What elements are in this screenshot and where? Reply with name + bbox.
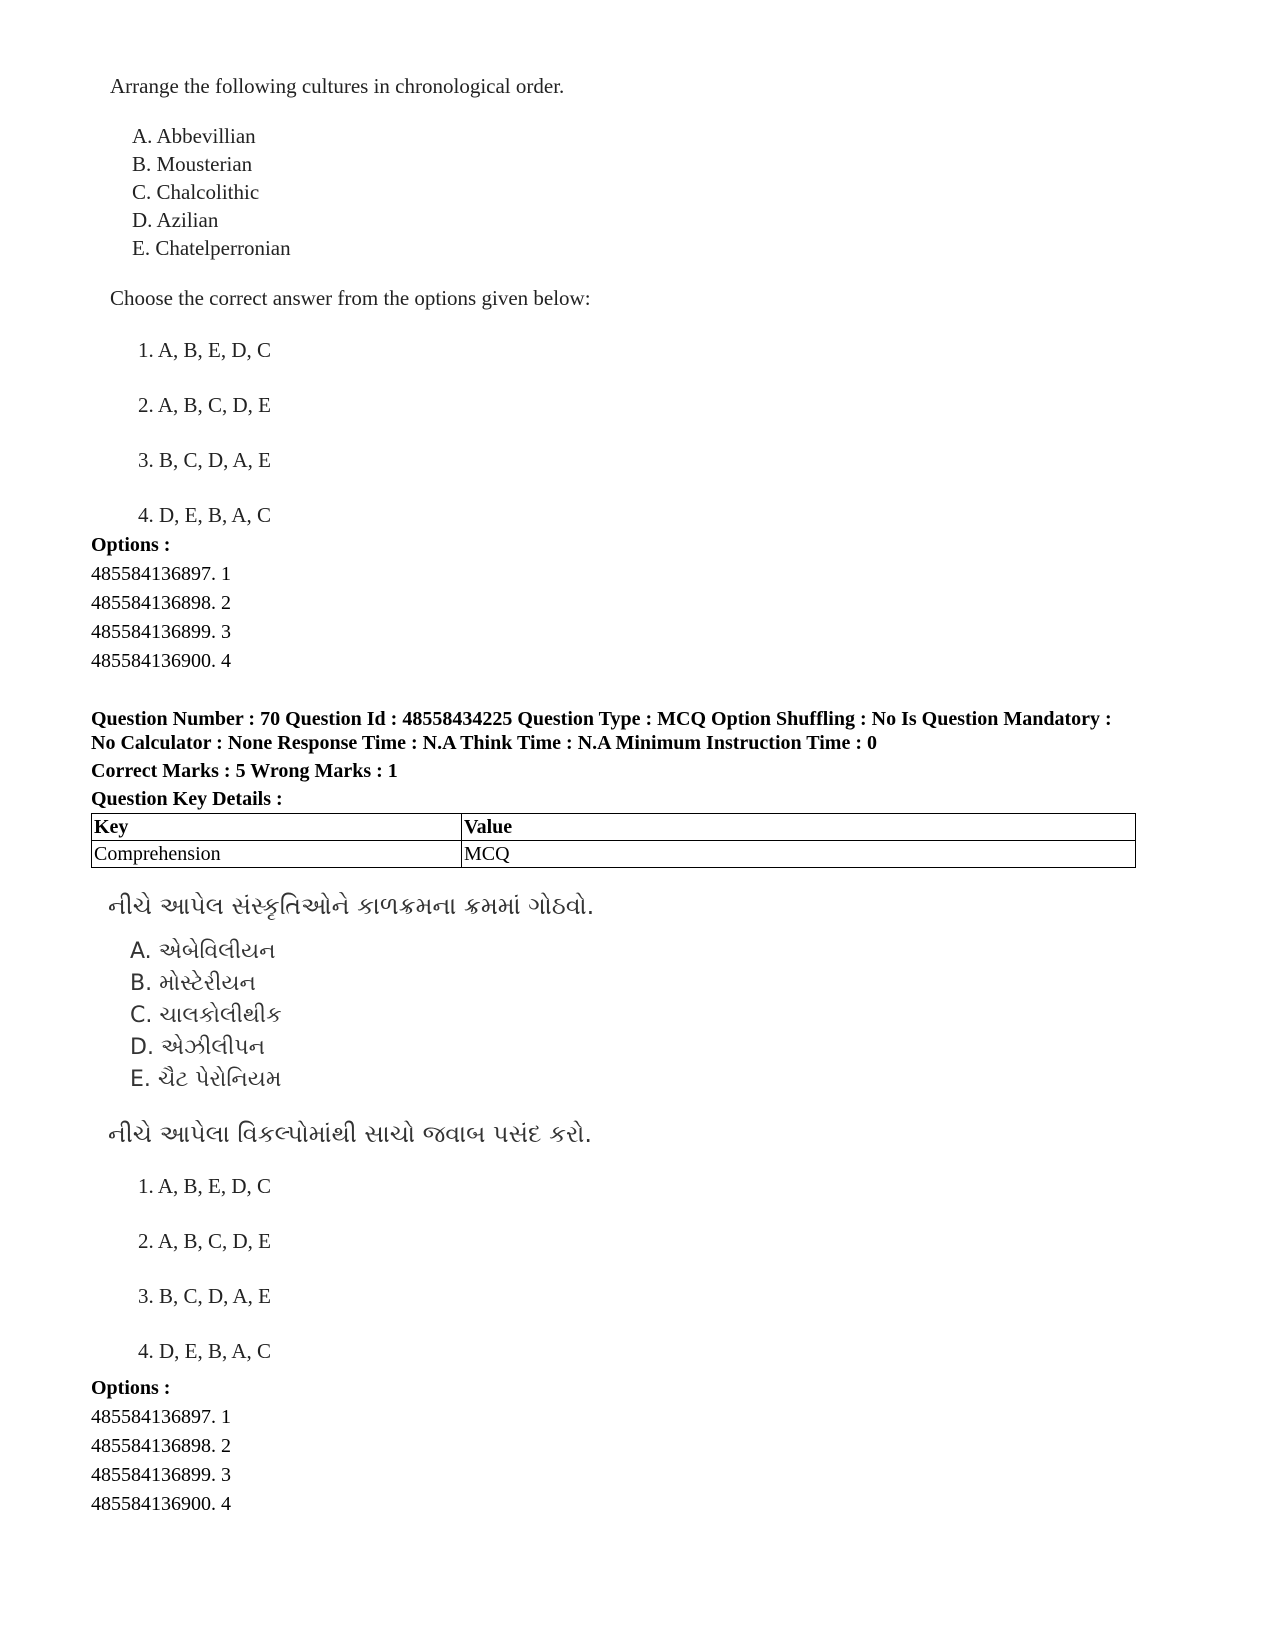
question-metadata bbox=[91, 707, 1191, 811]
answer-choice: 4. D, E, B, A, C bbox=[138, 503, 272, 527]
table-header-row bbox=[92, 814, 1136, 841]
options-label: Options : bbox=[91, 534, 171, 556]
answer-choices bbox=[108, 1172, 828, 1392]
choose-instruction: નીચે આપેલા વિકલ્પોમાંથી સાચો જવાબ પસંદ કરો. bbox=[108, 1120, 593, 1148]
culture-item: B. Mousterian bbox=[132, 152, 253, 176]
answer-choice: 4. D, E, B, A, C bbox=[138, 1339, 272, 1363]
option-item: 485584136900. 4 bbox=[91, 650, 231, 672]
option-item: 485584136897. 1 bbox=[91, 1406, 231, 1428]
question-stem: Arrange the following cultures in chronological order. bbox=[110, 74, 565, 98]
key-details-table bbox=[91, 813, 1136, 868]
culture-item: A. Abbevillian bbox=[132, 124, 256, 148]
option-item: 485584136898. 2 bbox=[91, 1435, 231, 1457]
option-item: 485584136898. 2 bbox=[91, 592, 231, 614]
marks-line: Correct Marks : 5 Wrong Marks : 1 bbox=[91, 760, 398, 782]
table-row bbox=[92, 841, 1136, 868]
answer-choice: 2. A, B, C, D, E bbox=[138, 393, 272, 417]
question-image-gujarati bbox=[108, 890, 828, 1392]
options-section bbox=[91, 1374, 231, 1519]
choose-instruction: Choose the correct answer from the options given below: bbox=[110, 286, 591, 310]
table-cell: Comprehension bbox=[92, 841, 462, 868]
table-header-cell: Value bbox=[462, 814, 1136, 841]
table-header-cell: Key bbox=[92, 814, 462, 841]
culture-list bbox=[110, 122, 810, 262]
question-image-english bbox=[110, 72, 810, 556]
answer-choice: 1. A, B, E, D, C bbox=[138, 338, 272, 362]
culture-item: E. Chatelperronian bbox=[132, 236, 291, 260]
culture-item: E. ચૈટ પેરોનિયમ bbox=[130, 1067, 282, 1092]
option-item: 485584136900. 4 bbox=[91, 1493, 231, 1515]
option-item: 485584136897. 1 bbox=[91, 563, 231, 585]
culture-item: D. એઝીલીપન bbox=[130, 1035, 266, 1060]
options-label: Options : bbox=[91, 1377, 171, 1399]
culture-item: D. Azilian bbox=[132, 208, 219, 232]
culture-list bbox=[108, 938, 828, 1098]
culture-item: C. Chalcolithic bbox=[132, 180, 260, 204]
answer-choice: 3. B, C, D, A, E bbox=[138, 448, 272, 472]
culture-item: C. ચાલકોલીથીક bbox=[130, 1003, 282, 1028]
table-cell: MCQ bbox=[462, 841, 1136, 868]
option-item: 485584136899. 3 bbox=[91, 621, 231, 643]
culture-item: B. મોસ્ટેરીયન bbox=[130, 971, 256, 996]
question-stem: નીચે આપેલ સંસ્કૃતિઓને કાળક્રમના ક્રમમાં ગોઠવો. bbox=[108, 892, 595, 920]
culture-item: A. એબેવિલીયન bbox=[130, 939, 276, 964]
options-section bbox=[91, 531, 231, 676]
question-meta-line-1: Question Number : 70 Question Id : 48558434225 Question Type : MCQ Option Shuffling : No Is Question Mandatory : bbox=[91, 708, 1112, 730]
key-details-label: Question Key Details : bbox=[91, 788, 283, 810]
option-item: 485584136899. 3 bbox=[91, 1464, 231, 1486]
answer-choice: 3. B, C, D, A, E bbox=[138, 1284, 272, 1308]
answer-choice: 1. A, B, E, D, C bbox=[138, 1174, 272, 1198]
answer-choice: 2. A, B, C, D, E bbox=[138, 1229, 272, 1253]
question-meta-line-2: No Calculator : None Response Time : N.A Think Time : N.A Minimum Instruction Time : 0 bbox=[91, 732, 877, 754]
answer-choices bbox=[110, 336, 810, 556]
